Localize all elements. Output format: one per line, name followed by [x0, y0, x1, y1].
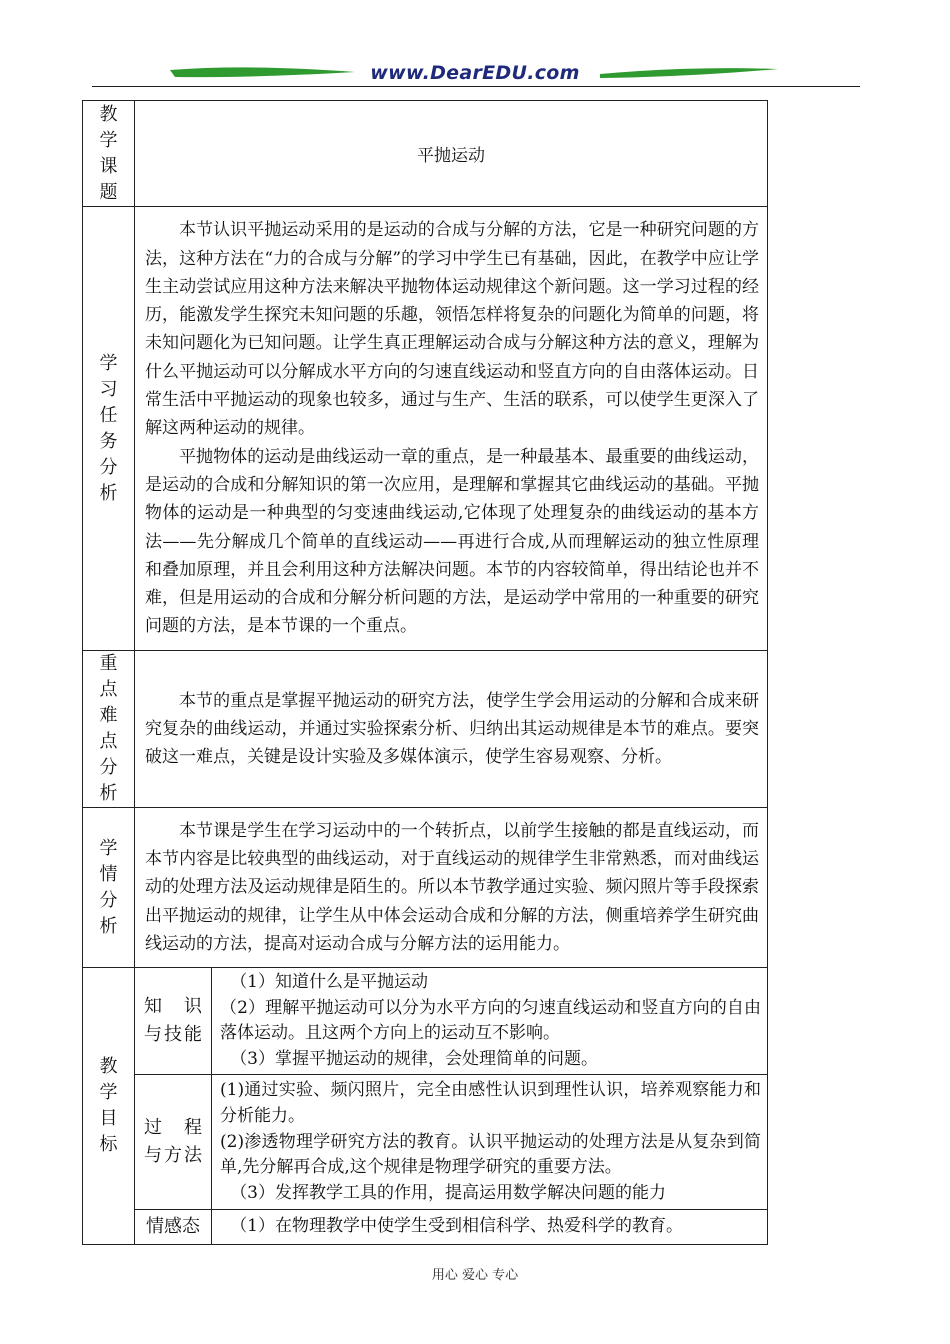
left-swoosh [170, 67, 355, 77]
label-cell [83, 101, 135, 207]
list-item: (1)通过实验、频闪照片，完全由感性认识到理性认识，培养观察能力和分析能力。 [220, 1080, 761, 1126]
page-footer: 用心 爱心 专心 [431, 1268, 519, 1283]
list-item: (2)渗透物理学研究方法的教育。认识平抛运动的处理方法是从复杂到简单,先分解再合成,这个规律是物理学研究的重要方法。 [220, 1131, 761, 1178]
row-objectives [83, 968, 768, 1245]
label-cell [83, 808, 135, 968]
paragraph: 本节的重点是掌握平抛运动的研究方法，使学生学会用运动的分解和合成来研究复杂的曲线运动，并通过实验探索分析、归纳出其运动规律是本节的难点。要突破这一难点，关键是设计实验及多媒体演示，使学生容易观察、分析。 [145, 690, 759, 768]
row-topic [83, 101, 768, 207]
knowledge-label: 知 识与技能 [144, 996, 202, 1046]
row-process [135, 1075, 767, 1210]
objectives-label: 教学目标 [99, 1055, 118, 1155]
knowledge-items [212, 968, 768, 1075]
topic-value: 平抛运动 [135, 101, 768, 207]
site-header [0, 0, 950, 100]
row-task-analysis [83, 207, 768, 651]
task-analysis-content [135, 207, 768, 651]
list-item: （2）理解平抛运动可以分为水平方向的匀速直线运动和竖直方向的自由落体运动。且这两个方向上的运动互不影响。 [220, 997, 761, 1044]
lesson-plan-table [82, 100, 768, 1245]
header-swoosh-graphic [0, 0, 950, 100]
row-knowledge [135, 968, 767, 1075]
process-label-cell [135, 1075, 212, 1210]
student-analysis-content [135, 808, 768, 968]
paragraph: 本节认识平抛运动采用的是运动的合成与分解的方法，它是一种研究问题的方法，这种方法在“力的合成与分解”的学习中学生已有基础，因此，在教学中应让学生主动尝试应用这种方法来解决平抛物体运动规律这个新问题。这一学习过程的经历，能激发学生探究未知问题的乐趣，领悟怎样将复杂的问题化为简单的问题，将未知问题化为已知问题。让学生真正理解运动合成与分解这种方法的意义，理解为什么平抛运动可以分解成水平方向的匀速直线运动和竖直方向的自由落体运动。日常生活中平抛运动的现象也较多，通过与生产、生活的联系，可以使学生更深入了解这两种运动的规律。 [145, 220, 759, 439]
label-cell [83, 651, 135, 808]
task-analysis-label: 学习任务分析 [99, 352, 118, 504]
header-divider [92, 86, 860, 87]
row-key-points [83, 651, 768, 808]
list-item: （3）掌握平抛运动的规律，会处理简单的问题。 [230, 1048, 599, 1069]
label-cell [83, 207, 135, 651]
process-items [212, 1075, 768, 1210]
list-item: （3）发挥教学工具的作用，提高运用数学解决问题的能力 [230, 1182, 667, 1203]
emotion-items [212, 1210, 768, 1244]
emotion-label-cell [135, 1210, 212, 1244]
paragraph: 本节课是学生在学习运动中的一个转折点，以前学生接触的都是直线运动，而本节内容是比较典型的曲线运动，对于直线运动的规律学生非常熟悉，而对曲线运动的处理方法及运动规律是陌生的。所以本节教学通过实验、频闪照片等手段探索出平抛运动的规律，让学生从中体会运动合成和分解的方法，侧重培养学生研究曲线运动的方法，提高对运动合成与分解方法的运用能力。 [145, 820, 759, 954]
label-cell [83, 968, 135, 1245]
right-swoosh [600, 68, 778, 78]
topic-label: 教学课题 [99, 103, 118, 203]
paragraph: 平抛物体的运动是曲线运动一章的重点，是一种最基本、最重要的曲线运动，是运动的合成和分解知识的第一次应用，是理解和掌握其它曲线运动的基础。平抛物体的运动是一种典型的匀变速曲线运动,它体现了处理复杂的曲线运动的基本方法——先分解成几个简单的直线运动——再进行合成,从而理解运动的独立性原理和叠加原理，并且会利用这种方法解决问题。本节的内容较简单，得出结论也并不难，但是用运动的合成和分解分析问题的方法，是运动学中常用的一种重要的研究问题的方法，是本节课的一个重点。 [145, 446, 759, 637]
process-label: 过 程与方法 [144, 1117, 202, 1167]
list-item: （1）知道什么是平抛运动 [230, 972, 429, 992]
objectives-content [135, 968, 768, 1245]
row-student-analysis [83, 808, 768, 968]
objectives-subtable [135, 968, 767, 1244]
knowledge-label-cell [135, 968, 212, 1075]
key-points-content [135, 651, 768, 808]
emotion-label: 情感态 [146, 1216, 200, 1238]
list-item: （1）在物理教学中使学生受到相信科学、热爱科学的教育。 [230, 1216, 684, 1237]
key-points-label: 重点难点分析 [99, 653, 118, 804]
site-logo-text[interactable]: www.DearEDU.com [370, 62, 580, 84]
student-analysis-label: 学情分析 [99, 837, 118, 937]
row-emotion [135, 1210, 767, 1244]
